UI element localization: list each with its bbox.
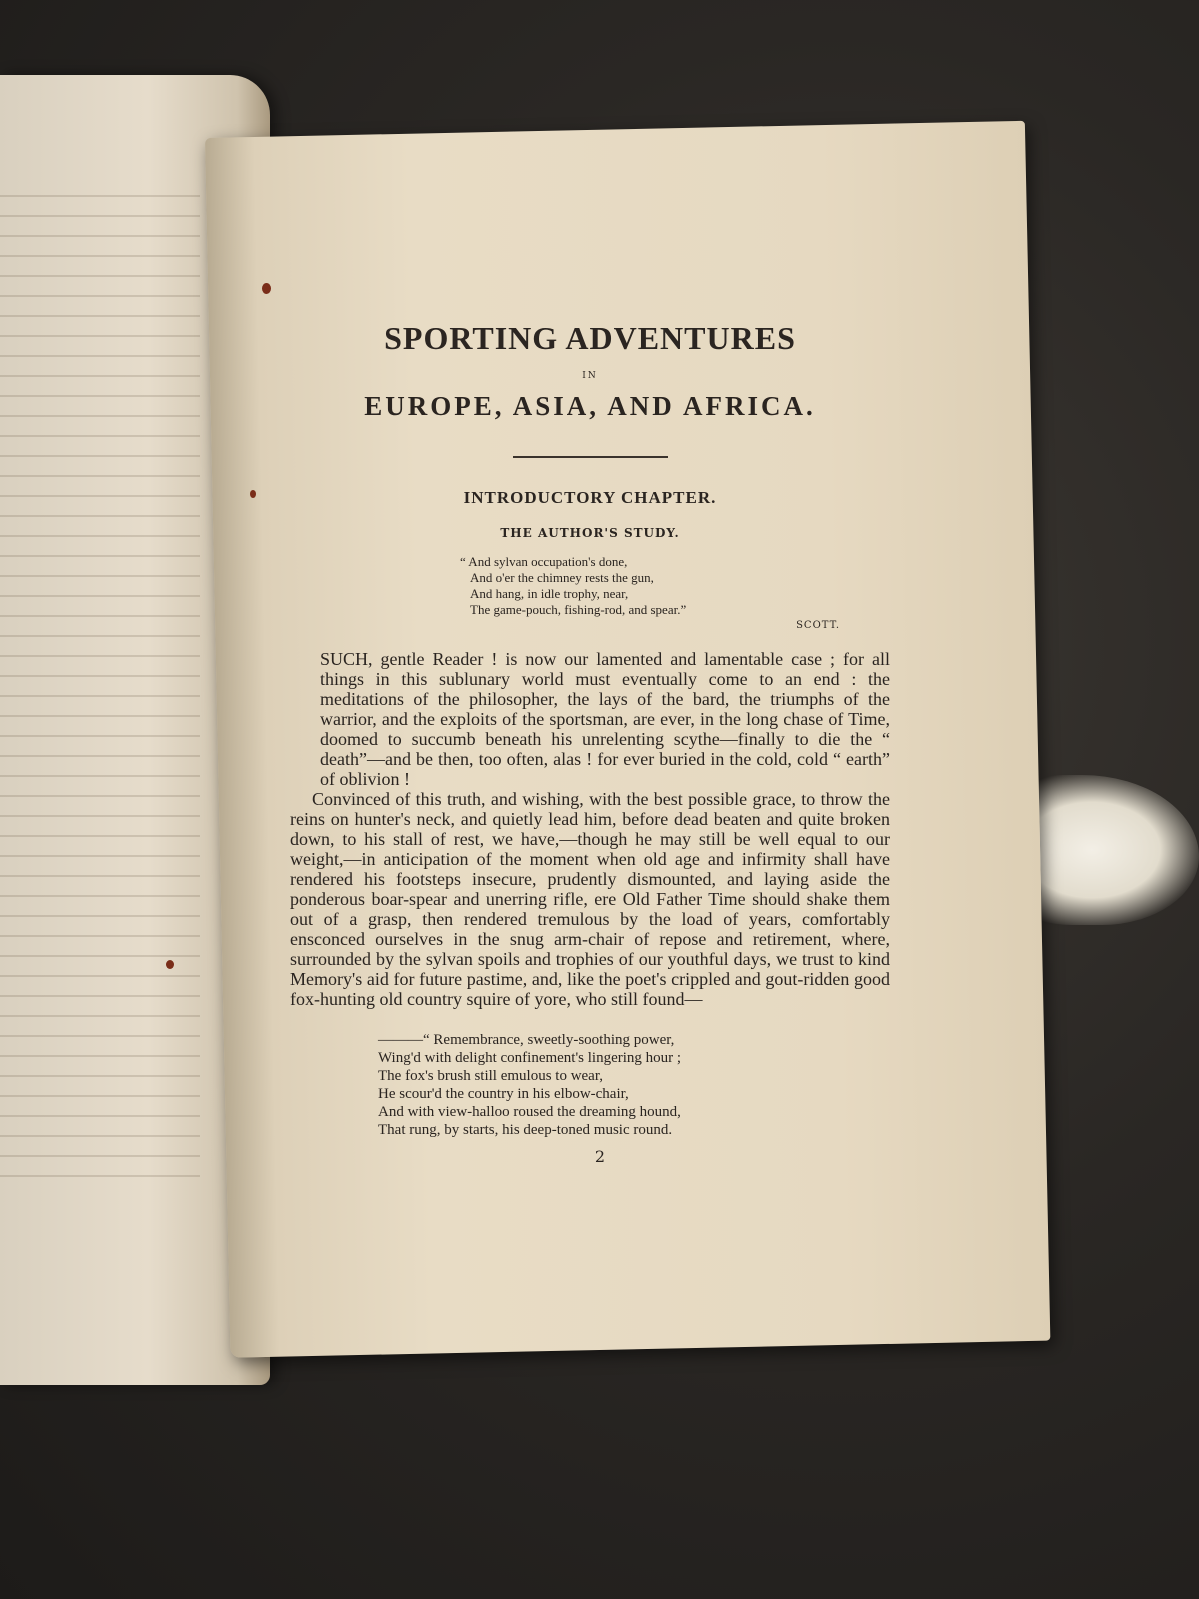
title-connector: IN — [582, 371, 598, 381]
epigraph-line: And hang, in idle trophy, near, — [470, 586, 629, 601]
verse-line: And with view-halloo roused the dreaming hound, — [378, 1104, 681, 1120]
foxing-stain — [166, 960, 174, 969]
section-heading: THE AUTHOR'S STUDY. — [500, 526, 680, 540]
book-title: SPORTING ADVENTURES — [384, 320, 796, 356]
epigraph-line: And o'er the chimney rests the gun, — [470, 570, 654, 585]
verse-line: ———“ Remembrance, sweetly-soothing power, — [378, 1032, 675, 1048]
epigraph-attribution: SCOTT. — [796, 620, 840, 631]
printed-page — [290, 320, 890, 1166]
chapter-heading: INTRODUCTORY CHAPTER. — [463, 488, 717, 507]
body-text — [290, 649, 890, 1009]
verse-line: The fox's brush still emulous to wear, — [378, 1068, 603, 1084]
verse-line: He scour'd the country in his elbow-chair, — [378, 1086, 629, 1102]
verse-line: Wing'd with delight confinement's lingering hour ; — [378, 1050, 682, 1066]
page-number: 2 — [594, 1147, 606, 1166]
paragraph: Convinced of this truth, and wishing, with the best possible grace, to throw the reins on hunter's neck, and quietly lead him, before dead beaten and quite broken down, to his stall of rest, we have,—though he may still be well equal to our weight,—in anticipation of the moment when old age and infirmity shall have rendered his footsteps insecure, prudently dismounted, and laying aside the ponderous boar-spear and unerring rifle, ere Old Father Time should shake them out of a grasp, then rendered tremulous by the load of years, comfortably ensconced ourselves in the snug arm-chair of repose and retirement, where, surrounded by the sylvan spoils and trophies of our youthful days, we trust to kind Memory's aid for future pastime, and, like the poet's crippled and gout-ridden good fox-hunting old country squire of yore, who still found— — [290, 789, 890, 1009]
paragraph: SUCH, gentle Reader ! is now our lamented and lamentable case ; for all things in this sublunary world must eventually come to an end : the meditations of the philosopher, the lays of the bard, the triumphs of the warrior, and the exploits of the sportsman, are ever, in the long chase of Time, doomed to succumb beneath his unrelenting scythe—finally to die the “ death”—and be then, too often, alas ! for ever buried in the cold, cold “ earth” of oblivion ! — [320, 649, 890, 789]
closing-verse — [378, 1031, 890, 1139]
epigraph — [460, 554, 890, 618]
foxing-stain — [262, 283, 271, 294]
title-rule — [513, 456, 668, 458]
epigraph-line: The game-pouch, fishing-rod, and spear.” — [470, 602, 687, 617]
verse-line: That rung, by starts, his deep-toned music round. — [378, 1122, 673, 1138]
epigraph-line: “ And sylvan occupation's done, — [460, 554, 628, 569]
bleed-through-text — [0, 195, 200, 1195]
book-subtitle: EUROPE, ASIA, AND AFRICA. — [364, 391, 816, 421]
foxing-stain — [250, 490, 256, 498]
